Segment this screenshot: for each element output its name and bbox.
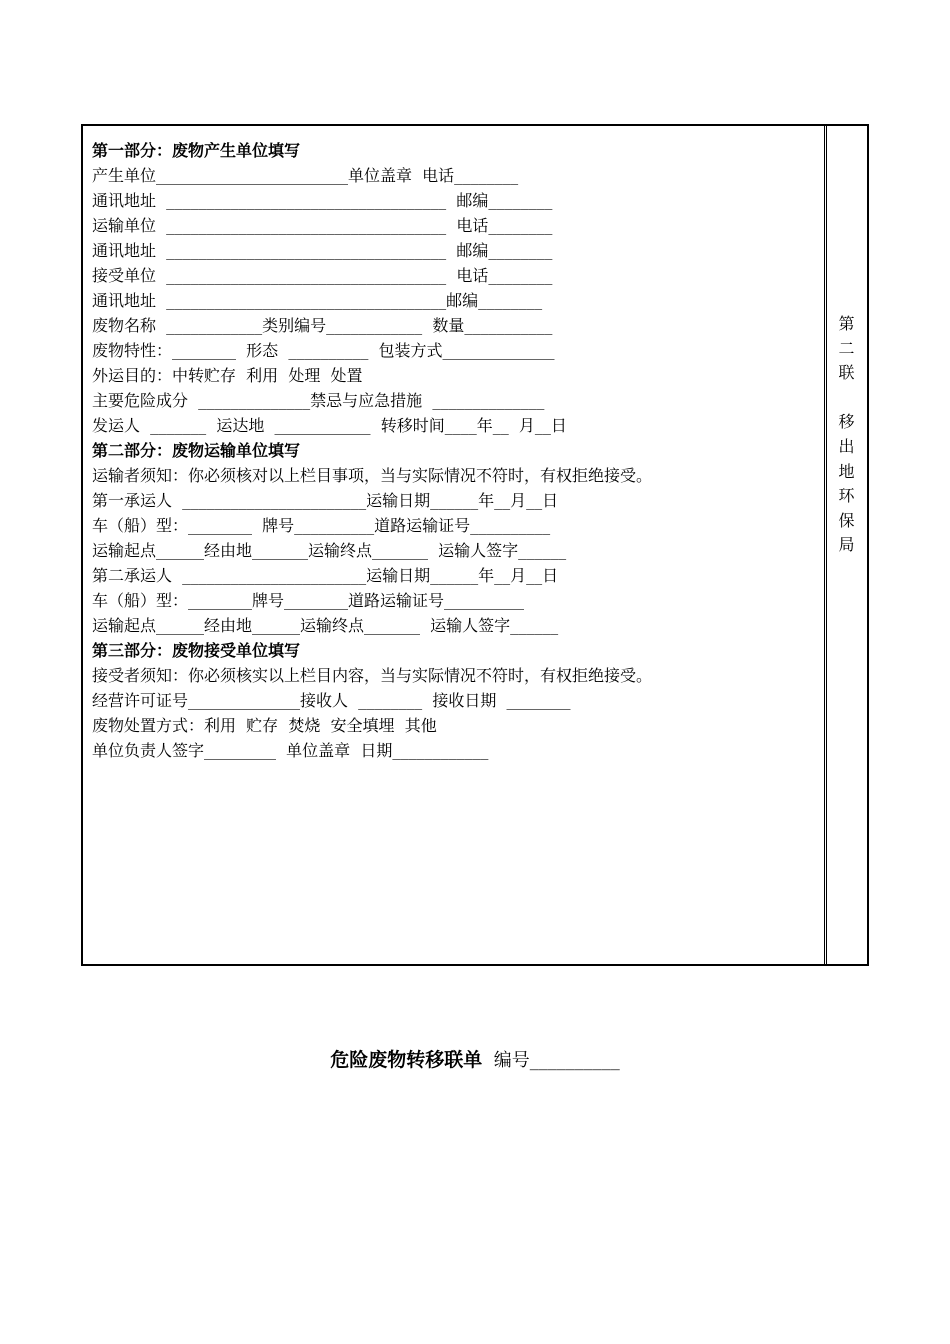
document-title-line — [0, 1046, 950, 1075]
copy-label-char: 局 — [838, 535, 855, 555]
copy-label-char: 保 — [838, 510, 855, 530]
copy-label-char: 联 — [838, 363, 855, 383]
copy-label-char: 二 — [838, 338, 855, 358]
form-main-section — [83, 126, 827, 964]
form-line: 发运人 _______ 运达地 ____________ 转移时间____年__ 月__日 — [92, 416, 567, 435]
form-line: 通讯地址 ___________________________________邮编________ — [92, 291, 543, 310]
form-line: 单位负责人签字_________ 单位盖章 日期____________ — [92, 741, 489, 760]
copy-label-spacer — [826, 386, 867, 411]
copy-label-char: 地 — [838, 461, 855, 481]
form-line: 第二部分：废物运输单位填写 — [92, 441, 301, 460]
form-line: 运输单位 ___________________________________ 电话________ — [92, 216, 553, 235]
form-line: 产生单位________________________单位盖章 电话________ — [92, 166, 519, 185]
form-line: 运输者须知：你必须核对以上栏目事项，当与实际情况不符时，有权拒绝接受。 — [92, 466, 653, 485]
copy-label — [826, 312, 867, 558]
form-line: 接受者须知：你必须核实以上栏目内容，当与实际情况不符时，有权拒绝接受。 — [92, 666, 653, 685]
form-line: 第一承运人 _______________________运输日期______年__月__日 — [92, 491, 559, 510]
form-line: 通讯地址 ___________________________________ 邮编________ — [92, 241, 553, 260]
form-line: 废物处置方式：利用 贮存 焚烧 安全填埋 其他 — [92, 716, 437, 735]
form-line: 废物特性：________ 形态 __________ 包装方式______________ — [92, 341, 555, 360]
form-line: 第三部分：废物接受单位填写 — [92, 641, 301, 660]
copy-label-char: 出 — [838, 436, 855, 456]
form-line: 第二承运人 _______________________运输日期______年__月__日 — [92, 566, 559, 585]
copy-label-char: 环 — [838, 486, 855, 506]
form-line: 接受单位 ___________________________________ 电话________ — [92, 266, 553, 285]
copy-label-char: 移 — [838, 412, 855, 432]
form-line: 废物名称 ____________类别编号____________ 数量___________ — [92, 316, 553, 335]
form-line: 通讯地址 ___________________________________ 邮编________ — [92, 191, 553, 210]
form-line: 车（船）型：________牌号________道路运输证号__________ — [92, 591, 525, 610]
serial-number-field: 编号__________ — [493, 1050, 620, 1071]
form-line: 运输起点______经由地______运输终点_______ 运输人签字______ — [92, 616, 559, 635]
transfer-form-box — [81, 124, 869, 966]
document-title: 危险废物转移联单 — [330, 1049, 483, 1071]
copy-label-char: 第 — [838, 314, 855, 333]
form-line: 运输起点______经由地_______运输终点_______ 运输人签字______ — [92, 541, 567, 560]
form-line: 经营许可证号______________接收人 ________ 接收日期 ________ — [92, 691, 571, 710]
copy-label-column — [826, 126, 867, 964]
form-line: 主要危险成分 ______________禁忌与应急措施 ______________ — [92, 391, 545, 410]
form-line: 外运目的：中转贮存 利用 处理 处置 — [92, 366, 363, 385]
form-line: 第一部分：废物产生单位填写 — [92, 141, 301, 160]
form-lines — [92, 138, 822, 763]
form-line: 车（船）型：________ 牌号__________道路运输证号__________ — [92, 516, 551, 535]
